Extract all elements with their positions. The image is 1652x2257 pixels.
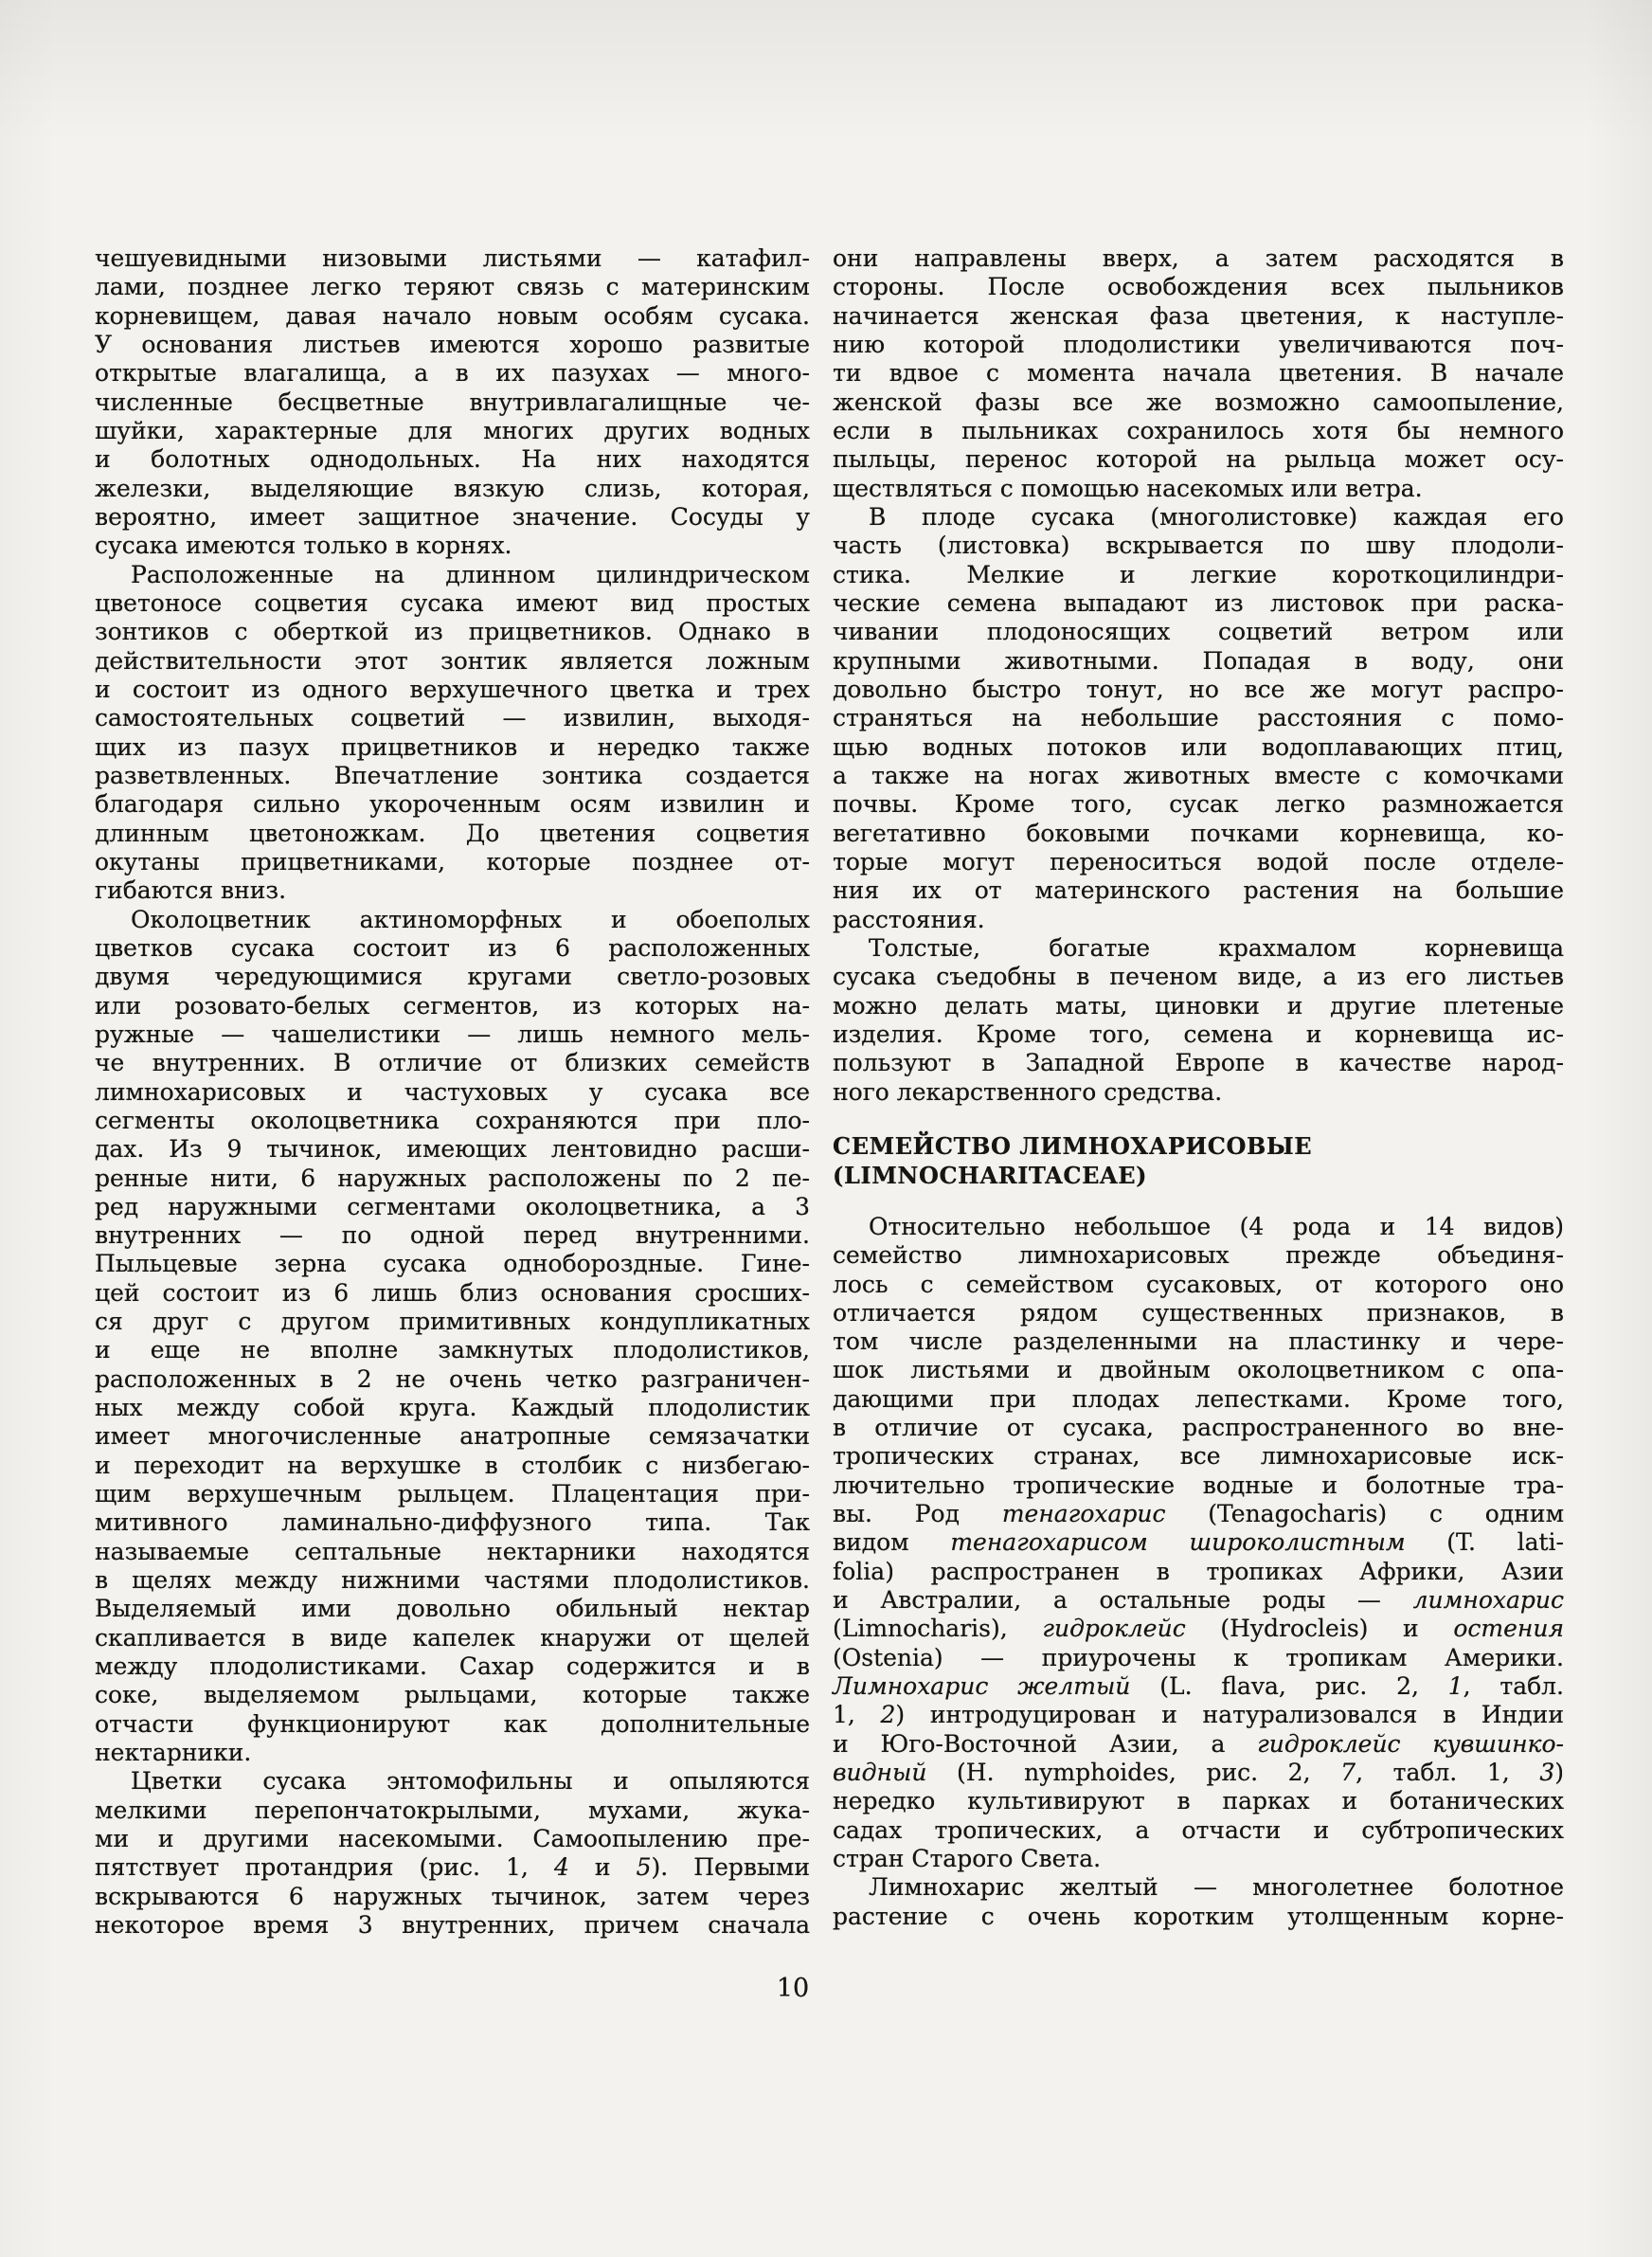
text-run: отчасти функционируют как дополнительные bbox=[95, 1709, 810, 1738]
text-run: че внутренних. В отличие от близких семейств bbox=[95, 1049, 810, 1077]
italic-text-run: 1 bbox=[1447, 1672, 1463, 1701]
text-run: ред наружными сегментами околоцветника, а 3 bbox=[95, 1192, 810, 1220]
text-run: ществляться с помощью насекомых или ветра. bbox=[833, 474, 1423, 502]
text-line bbox=[95, 1681, 810, 1709]
text-run: лось с семейством сусаковых, от которого оно bbox=[833, 1270, 1564, 1298]
text-line bbox=[833, 1558, 1564, 1586]
text-line bbox=[833, 589, 1564, 618]
text-line bbox=[833, 1078, 1564, 1107]
text-run: лами, позднее легко теряют связь с материнским bbox=[95, 273, 810, 301]
text-line bbox=[95, 1422, 810, 1451]
text-line bbox=[95, 1595, 810, 1623]
text-run: пыльцы, перенос которой на рыльца может осу- bbox=[833, 445, 1564, 474]
text-line bbox=[95, 1135, 810, 1164]
text-run: лючительно тропические водные и болотные тра- bbox=[833, 1471, 1564, 1499]
section-heading bbox=[833, 1131, 1564, 1190]
text-line bbox=[833, 934, 1564, 963]
text-run: и Австралии, а остальные роды — bbox=[833, 1586, 1413, 1615]
text-line bbox=[95, 359, 810, 388]
right-column bbox=[833, 244, 1564, 1940]
text-line bbox=[95, 1883, 810, 1911]
text-line bbox=[833, 1845, 1564, 1873]
text-run: и болотных однодольных. На них находятся bbox=[95, 445, 810, 474]
text-line bbox=[95, 1797, 810, 1825]
text-run: зонтиков с оберткой из прицветников. Однако в bbox=[95, 618, 810, 646]
text-line bbox=[833, 647, 1564, 676]
text-run: действительности этот зонтик является ложным bbox=[95, 646, 810, 675]
text-run: ми и другими насекомыми. Самоопылению пре- bbox=[95, 1825, 810, 1853]
text-line bbox=[95, 1452, 810, 1480]
text-run: в отличие от сусака, распространенного во вне- bbox=[833, 1414, 1564, 1442]
text-run: ) bbox=[1554, 1759, 1564, 1787]
text-run: , табл. 1, bbox=[1356, 1759, 1540, 1787]
text-line bbox=[833, 992, 1564, 1020]
text-line bbox=[833, 1414, 1564, 1442]
text-line bbox=[95, 331, 810, 359]
text-line bbox=[833, 820, 1564, 848]
text-run: (Ostenia) — приурочены к тропикам Америки. bbox=[833, 1643, 1564, 1671]
text-line bbox=[833, 1327, 1564, 1356]
text-line bbox=[95, 1767, 810, 1796]
text-run: У основания листьев имеются хорошо развитые bbox=[95, 330, 810, 358]
text-run: Пыльцевые зерна сусака однобороздные. Гине- bbox=[95, 1250, 810, 1278]
text-line bbox=[95, 1825, 810, 1853]
text-line bbox=[833, 359, 1564, 388]
text-line bbox=[95, 503, 810, 532]
text-line bbox=[833, 1271, 1564, 1299]
text-run: ного лекарственного средства. bbox=[833, 1077, 1223, 1106]
text-run: folia) распространен в тропиках Африки, Азии bbox=[833, 1557, 1564, 1585]
text-line bbox=[95, 1853, 810, 1882]
text-line bbox=[95, 963, 810, 991]
text-run: и еще не вполне замкнутых плодолистиков, bbox=[95, 1336, 810, 1364]
text-run: почвы. Кроме того, сусак легко размножается bbox=[833, 790, 1564, 819]
text-run: Лимнохарис желтый — многолетнее болотное bbox=[869, 1873, 1564, 1902]
text-line bbox=[833, 417, 1564, 445]
text-line bbox=[95, 1652, 810, 1681]
text-line bbox=[95, 532, 810, 560]
text-run: нектарники. bbox=[95, 1739, 252, 1767]
text-run: Околоцветник актиноморфных и обоеполых bbox=[131, 905, 810, 933]
text-run: пятствует протандрия (рис. 1, bbox=[95, 1853, 554, 1882]
text-line bbox=[95, 417, 810, 445]
text-line bbox=[833, 790, 1564, 819]
italic-text-run: 3 bbox=[1539, 1759, 1555, 1787]
text-line bbox=[95, 589, 810, 618]
text-run: разветвленных. Впечатление зонтика создается bbox=[95, 761, 810, 789]
text-line bbox=[833, 733, 1564, 762]
text-line bbox=[833, 1701, 1564, 1729]
text-line bbox=[95, 1049, 810, 1077]
text-line bbox=[833, 532, 1564, 560]
text-run: они направлены вверх, а затем расходятся в bbox=[833, 244, 1564, 272]
text-line bbox=[833, 1472, 1564, 1500]
text-run: стороны. После освобождения всех пыльников bbox=[833, 273, 1564, 301]
text-line bbox=[95, 992, 810, 1020]
text-run: , табл. bbox=[1463, 1672, 1564, 1701]
text-run: окутаны прицветниками, которые позднее от- bbox=[95, 847, 810, 876]
text-run: открытые влагалища, а в их пазухах — много- bbox=[95, 359, 810, 388]
text-run: называемые септальные нектарники находятся bbox=[95, 1537, 810, 1565]
text-line bbox=[833, 1528, 1564, 1557]
text-run: нию которой плодолистики увеличиваются поч- bbox=[833, 330, 1564, 358]
text-run: шок листьями и двойным околоцветником с опа- bbox=[833, 1356, 1564, 1384]
text-line bbox=[95, 790, 810, 819]
text-run: сегменты околоцветника сохраняются при пло- bbox=[95, 1106, 810, 1134]
italic-text-run: видный bbox=[833, 1759, 927, 1787]
text-line bbox=[95, 820, 810, 848]
text-line bbox=[833, 273, 1564, 301]
text-run: длинным цветоножкам. До цветения соцветия bbox=[95, 819, 810, 847]
text-run: ных между собой круга. Каждый плодолистик bbox=[95, 1394, 810, 1422]
text-line bbox=[95, 676, 810, 704]
text-line bbox=[95, 1911, 810, 1940]
text-run: пользуют в Западной Европе в качестве народ- bbox=[833, 1049, 1564, 1077]
text-run: благодаря сильно укороченным осям извилин и bbox=[95, 790, 810, 819]
text-run: ти вдвое с момента начала цветения. В начале bbox=[833, 359, 1564, 388]
text-line bbox=[95, 1193, 810, 1221]
text-line bbox=[95, 1739, 810, 1767]
paragraph bbox=[95, 244, 810, 561]
text-line bbox=[95, 388, 810, 417]
text-run: страняться на небольшие расстояния с помо- bbox=[833, 704, 1564, 732]
paragraph bbox=[833, 1213, 1564, 1874]
text-line bbox=[833, 1644, 1564, 1672]
text-run: начинается женская фаза цветения, к наступле- bbox=[833, 301, 1564, 330]
text-run: ния их от материнского растения на большие bbox=[833, 876, 1564, 905]
italic-text-run: тенагохарис bbox=[1001, 1500, 1166, 1528]
text-line bbox=[95, 618, 810, 646]
text-line bbox=[95, 906, 810, 934]
italic-text-run: тенагохарисом широколистным bbox=[950, 1528, 1406, 1557]
text-run: садах тропических, а отчасти и субтропических bbox=[833, 1815, 1564, 1844]
text-line bbox=[95, 302, 810, 331]
text-line bbox=[833, 1442, 1564, 1471]
text-run: цветоносе соцветия сусака имеют вид простых bbox=[95, 588, 810, 617]
text-run: нередко культивируют в парках и ботанических bbox=[833, 1787, 1564, 1815]
text-line bbox=[833, 906, 1564, 934]
text-line bbox=[95, 561, 810, 589]
text-run: Толстые, богатые крахмалом корневища bbox=[869, 933, 1564, 962]
text-line bbox=[95, 1221, 810, 1250]
text-line bbox=[833, 1241, 1564, 1270]
text-line bbox=[95, 647, 810, 676]
text-line bbox=[833, 1299, 1564, 1327]
left-column bbox=[95, 244, 810, 1940]
text-run: вы. Род bbox=[833, 1500, 1002, 1528]
text-run: В плоде сусака (многолистовке) каждая его bbox=[869, 502, 1564, 531]
text-run: чивании плодоносящих соцветий ветром или bbox=[833, 618, 1564, 646]
text-run: стран Старого Света. bbox=[833, 1845, 1102, 1873]
text-run: численные бесцветные внутривлагалищные че- bbox=[95, 388, 810, 416]
text-run: растение с очень коротким утолщенным корне- bbox=[833, 1902, 1564, 1930]
text-columns bbox=[95, 244, 1564, 1940]
text-line bbox=[833, 1213, 1564, 1241]
text-line bbox=[833, 762, 1564, 790]
text-line bbox=[95, 1710, 810, 1739]
text-run: митивного ламинально-диффузного типа. Так bbox=[95, 1508, 810, 1537]
text-line bbox=[95, 762, 810, 790]
text-run: цей состоит из 6 лишь близ основания сросших- bbox=[95, 1278, 810, 1307]
text-line bbox=[95, 244, 810, 273]
text-run: имеет многочисленные анатропные семязачатки bbox=[95, 1422, 810, 1451]
text-run: двумя чередующимися кругами светло-розовых bbox=[95, 963, 810, 991]
text-run: (L. flava, рис. 2, bbox=[1130, 1672, 1448, 1701]
text-line bbox=[95, 1078, 810, 1107]
text-run: между плодолистиками. Сахар содержится и в bbox=[95, 1652, 810, 1681]
text-run: видом bbox=[833, 1528, 951, 1557]
text-run: (H. nymphoides, рис. 2, bbox=[926, 1759, 1341, 1787]
text-line bbox=[833, 1873, 1564, 1902]
text-run: лимнохарисовых и частуховых у сусака все bbox=[95, 1077, 810, 1106]
text-run: вскрываются 6 наружных тычинок, затем через bbox=[95, 1882, 810, 1910]
text-run: железки, выделяющие вязкую слизь, которая, bbox=[95, 474, 810, 502]
text-line bbox=[95, 273, 810, 301]
text-line bbox=[833, 1020, 1564, 1049]
text-line bbox=[833, 445, 1564, 474]
text-line bbox=[95, 1566, 810, 1595]
text-line bbox=[95, 1624, 810, 1652]
text-line bbox=[95, 1250, 810, 1278]
paragraph bbox=[95, 906, 810, 1768]
text-run: тропических странах, все лимнохарисовые иск- bbox=[833, 1442, 1564, 1471]
text-line bbox=[833, 503, 1564, 532]
text-run: изделия. Кроме того, семена и корневища ис- bbox=[833, 1020, 1564, 1048]
italic-text-run: Лимнохарис желтый bbox=[833, 1672, 1131, 1701]
text-line bbox=[833, 388, 1564, 417]
text-line bbox=[833, 302, 1564, 331]
text-run: ренные нити, 6 наружных расположены по 2 пе- bbox=[95, 1164, 810, 1192]
paragraph bbox=[95, 561, 810, 906]
italic-text-run: 2 bbox=[880, 1701, 896, 1729]
text-run: том числе разделенными на пластинку и чере- bbox=[833, 1327, 1564, 1356]
text-line bbox=[833, 244, 1564, 273]
text-line bbox=[833, 1787, 1564, 1815]
italic-text-run: 4 bbox=[553, 1853, 569, 1882]
text-run: и Юго-Восточной Азии, а bbox=[833, 1729, 1258, 1758]
text-line bbox=[833, 704, 1564, 732]
text-run: крупными животными. Попадая в воду, они bbox=[833, 646, 1564, 675]
text-line bbox=[95, 445, 810, 474]
text-line bbox=[95, 1107, 810, 1135]
text-run: Выделяемый ими довольно обильный нектар bbox=[95, 1595, 810, 1623]
text-run: можно делать маты, циновки и другие плетеные bbox=[833, 991, 1564, 1020]
text-run: ) интродуцирован и натурализовался в Индии bbox=[895, 1701, 1564, 1729]
text-run: довольно быстро тонут, но все же могут распро- bbox=[833, 675, 1564, 703]
paragraph bbox=[833, 503, 1564, 934]
text-run: Расположенные на длинном цилиндрическом bbox=[131, 560, 810, 588]
text-line bbox=[95, 1538, 810, 1566]
text-run: щью водных потоков или водоплавающих птиц, bbox=[833, 732, 1564, 761]
text-run: мелкими перепончатокрылыми, мухами, жука- bbox=[95, 1796, 810, 1824]
text-line bbox=[95, 1394, 810, 1422]
italic-text-run: 5 bbox=[636, 1853, 652, 1882]
text-run: щих из пазух прицветников и нередко также bbox=[95, 732, 810, 761]
text-run: сусака съедобны в печеном виде, а из его листьев bbox=[833, 963, 1564, 991]
text-line bbox=[95, 1279, 810, 1308]
text-line bbox=[833, 963, 1564, 991]
italic-text-run: остения bbox=[1453, 1615, 1565, 1643]
text-run: стика. Мелкие и легкие короткоцилиндри- bbox=[833, 560, 1564, 588]
text-line bbox=[833, 1615, 1564, 1643]
text-run: дах. Из 9 тычинок, имеющих лентовидно расши- bbox=[95, 1135, 810, 1164]
text-run: торые могут переноситься водой после отделе- bbox=[833, 847, 1564, 876]
text-run: гибаются вниз. bbox=[95, 876, 287, 905]
text-run: женской фазы все же возможно самоопыление, bbox=[833, 388, 1564, 416]
page-number: 10 bbox=[776, 1974, 810, 2003]
text-run: корневищем, давая начало новым особям сусака. bbox=[95, 301, 810, 330]
text-run: и переходит на верхушке в столбик с низбегаю- bbox=[95, 1451, 810, 1479]
text-line bbox=[95, 704, 810, 732]
text-line bbox=[833, 1356, 1564, 1384]
text-line bbox=[833, 1586, 1564, 1615]
text-run: и состоит из одного верхушечного цветка и трех bbox=[95, 675, 810, 703]
text-line bbox=[833, 331, 1564, 359]
text-line bbox=[95, 1336, 810, 1364]
section-heading-line: СЕМЕЙСТВО ЛИМНОХАРИСОВЫЕ bbox=[833, 1131, 1313, 1160]
text-line bbox=[833, 1500, 1564, 1528]
text-line bbox=[833, 876, 1564, 905]
text-line bbox=[95, 934, 810, 963]
text-line bbox=[95, 848, 810, 876]
paragraph bbox=[95, 1767, 810, 1940]
text-run: если в пыльниках сохранилось хотя бы немного bbox=[833, 416, 1564, 444]
text-run: чешуевидными низовыми листьями — катафил- bbox=[95, 244, 810, 272]
text-run: (Tenagocharis) с одним bbox=[1165, 1500, 1565, 1528]
text-run: сусака имеются только в корнях. bbox=[95, 532, 512, 560]
text-line bbox=[833, 1672, 1564, 1701]
text-run: отличается рядом существенных признаков, в bbox=[833, 1298, 1564, 1327]
section-heading-line: (LIMNOCHARITACEAE) bbox=[833, 1161, 1148, 1189]
text-run: щим верхушечным рыльцем. Плацентация при- bbox=[95, 1480, 810, 1508]
text-line bbox=[833, 848, 1564, 876]
text-line bbox=[833, 475, 1564, 503]
text-line bbox=[95, 1480, 810, 1508]
text-run: (T. lati- bbox=[1405, 1528, 1564, 1557]
text-line bbox=[833, 1049, 1564, 1077]
text-run: в щелях между нижними частями плодолистиков. bbox=[95, 1566, 810, 1595]
text-run: расстояния. bbox=[833, 905, 985, 933]
text-run: некоторое время 3 внутренних, причем сначала bbox=[95, 1911, 810, 1940]
text-run: ческие семена выпадают из листовок при раска- bbox=[833, 588, 1564, 617]
text-line bbox=[95, 1165, 810, 1193]
text-line bbox=[95, 1508, 810, 1537]
text-run: Цветки сусака энтомофильны и опыляются bbox=[131, 1767, 810, 1796]
text-run: самостоятельных соцветий — извилин, выходя- bbox=[95, 704, 810, 732]
text-run: скапливается в виде капелек кнаружи от щелей bbox=[95, 1623, 810, 1652]
text-run: шуйки, характерные для многих других водных bbox=[95, 416, 810, 444]
text-line bbox=[833, 1730, 1564, 1759]
text-run: семейство лимнохарисовых прежде объединя- bbox=[833, 1241, 1564, 1270]
text-run: ружные — чашелистики — лишь немного мель- bbox=[95, 1020, 810, 1048]
text-line bbox=[833, 676, 1564, 704]
text-run: вегетативно боковыми почками корневища, ко- bbox=[833, 819, 1564, 847]
text-run: соке, выделяемом рыльцами, которые также bbox=[95, 1681, 810, 1709]
text-run: 1, bbox=[833, 1701, 881, 1729]
text-line bbox=[95, 1308, 810, 1336]
text-run: ). Первыми bbox=[651, 1853, 810, 1882]
text-run: дающими при плодах лепестками. Кроме того, bbox=[833, 1384, 1564, 1413]
text-run: цветков сусака состоит из 6 расположенных bbox=[95, 933, 810, 962]
text-line bbox=[95, 1365, 810, 1394]
text-run: и bbox=[568, 1853, 637, 1882]
text-run: внутренних — по одной перед внутренними. bbox=[95, 1221, 810, 1250]
text-run: Относительно небольшое (4 рода и 14 видов) bbox=[869, 1212, 1564, 1240]
text-line bbox=[95, 475, 810, 503]
text-run: часть (листовка) вскрывается по шву плодоли- bbox=[833, 532, 1564, 560]
italic-text-run: гидроклейс кувшинко- bbox=[1257, 1729, 1564, 1758]
paragraph bbox=[833, 934, 1564, 1107]
text-line bbox=[833, 618, 1564, 646]
text-line bbox=[95, 876, 810, 905]
text-line bbox=[95, 1020, 810, 1049]
text-line bbox=[95, 733, 810, 762]
text-line bbox=[833, 1903, 1564, 1931]
text-line bbox=[833, 1816, 1564, 1845]
paragraph bbox=[833, 244, 1564, 503]
text-run: или розовато-белых сегментов, из которых на- bbox=[95, 991, 810, 1020]
text-run: вероятно, имеет защитное значение. Сосуды у bbox=[95, 502, 810, 531]
text-run: (Hydrocleis) и bbox=[1185, 1615, 1454, 1643]
text-run: расположенных в 2 не очень четко разграничен- bbox=[95, 1364, 810, 1393]
text-line bbox=[833, 1759, 1564, 1787]
text-run: (Limnocharis), bbox=[833, 1615, 1043, 1643]
italic-text-run: 7 bbox=[1340, 1759, 1356, 1787]
text-run: ся друг с другом примитивных кондупликатных bbox=[95, 1308, 810, 1336]
text-line bbox=[833, 1385, 1564, 1414]
italic-text-run: лимнохарис bbox=[1412, 1586, 1564, 1615]
text-line bbox=[833, 561, 1564, 589]
text-run: а также на ногах животных вместе с комочками bbox=[833, 761, 1564, 789]
paragraph bbox=[833, 1873, 1564, 1931]
italic-text-run: гидроклейс bbox=[1042, 1615, 1186, 1643]
